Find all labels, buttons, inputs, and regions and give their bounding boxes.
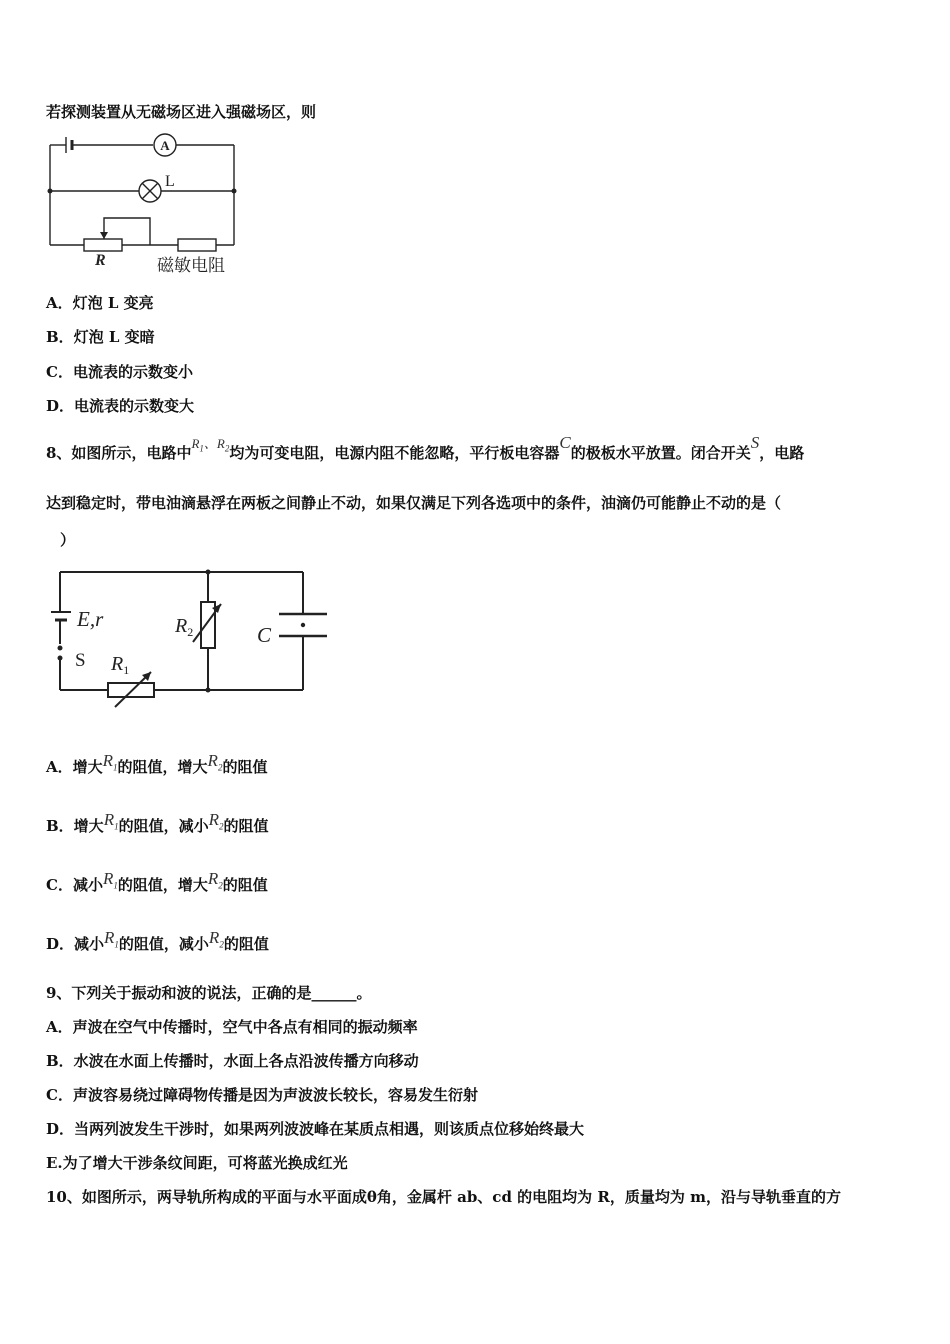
q9-option-d: D．当两列波发生干涉时，如果两列波波峰在某质点相遇，则该质点位移始终最大 [46, 1120, 585, 1138]
q9-option-a: A．声波在空气中传播时，空气中各点有相同的振动频率 [46, 1018, 418, 1036]
slider-arrow-icon [100, 232, 108, 239]
q8-var-c: C [559, 433, 571, 452]
q9-option-e: E.为了增大干涉条纹间距，可将蓝光换成红光 [46, 1154, 348, 1172]
rheostat-body [84, 239, 122, 251]
q7-option-b: B．灯泡 L 变暗 [46, 328, 155, 346]
q8-part3: 的极板水平放置。闭合开关 [570, 444, 751, 462]
q8-stem-line2: 达到稳定时，带电油滴悬浮在两板之间静止不动，如果仅满足下列各选项中的条件，油滴仍可能静止不动的是（ [46, 494, 782, 512]
q8-option-d: D．减小$R_1$的阻值，减小$R_2$的阻值 [46, 928, 269, 953]
ammeter-label: A [160, 138, 170, 153]
q8-part4: ，电路 [759, 444, 805, 462]
q8-var-s: S [750, 433, 760, 452]
q9-option-c: C．声波容易绕过障碍物传播是因为声波波长较长，容易发生衍射 [46, 1086, 478, 1104]
q7-option-a: A．灯泡 L 变亮 [46, 294, 154, 312]
rheostat-label: R [95, 252, 106, 269]
q7-option-d: D．电流表的示数变大 [46, 397, 195, 415]
q8-var-r2: $R_2$ [216, 436, 230, 454]
cap-label: C [257, 623, 272, 647]
q8-stem-line3: ） [60, 531, 76, 549]
q8-option-a: A．增大$R_1$的阻值，增大$R_2$的阻值 [46, 751, 268, 776]
r2-arrow-icon [212, 604, 221, 613]
q9-stem: 9、下列关于振动和波的说法，正确的是______。 [46, 984, 372, 1002]
switch-terminal-2 [58, 656, 63, 661]
magnetic-sensor-body [178, 239, 216, 251]
oil-drop-icon [301, 623, 305, 627]
q8-stem-line1: 8、如图所示，电路中$R_1$、$R_2$均为可变电阻，电源内阻不能忽略，平行板电容器C的极板水平放置。闭合开关S，电路 [46, 433, 805, 462]
switch-label: S [75, 650, 86, 671]
q8-option-c: C．减小$R_1$的阻值，增大$R_2$的阻值 [46, 869, 268, 894]
q8-var-r1: $R_1$ [191, 436, 204, 454]
source-label: E,r [77, 607, 104, 631]
r1-body [108, 683, 154, 697]
q9-option-b: B．水波在水面上传播时，水面上各点沿波传播方向移动 [46, 1052, 419, 1070]
r2-label: $R_2$ [175, 615, 194, 639]
q8-part1: 8、如图所示，电路中 [46, 444, 192, 462]
q8-part2: 均为可变电阻，电源内阻不能忽略，平行板电容器 [229, 444, 560, 462]
q7-option-c: C．电流表的示数变小 [46, 363, 193, 381]
circuit-diagram-1 [40, 128, 280, 278]
lamp-label: L [165, 173, 175, 190]
q10-stem: 10、如图所示，两导轨所构成的平面与水平面成θ角，金属杆 ab、cd 的电阻均为 R，质量均为 m，沿与导轨垂直的方 [46, 1188, 841, 1206]
intro-line: 若探测装置从无磁场区进入强磁场区，则 [46, 103, 317, 121]
circuit-diagram-2 [45, 562, 345, 712]
q8-option-b: B．增大$R_1$的阻值，减小$R_2$的阻值 [46, 810, 269, 835]
sensor-label: 磁敏电阻 [157, 256, 225, 275]
switch-terminal-1 [58, 646, 63, 651]
r2-body [201, 602, 215, 648]
r1-label: $R_1$ [111, 653, 130, 677]
